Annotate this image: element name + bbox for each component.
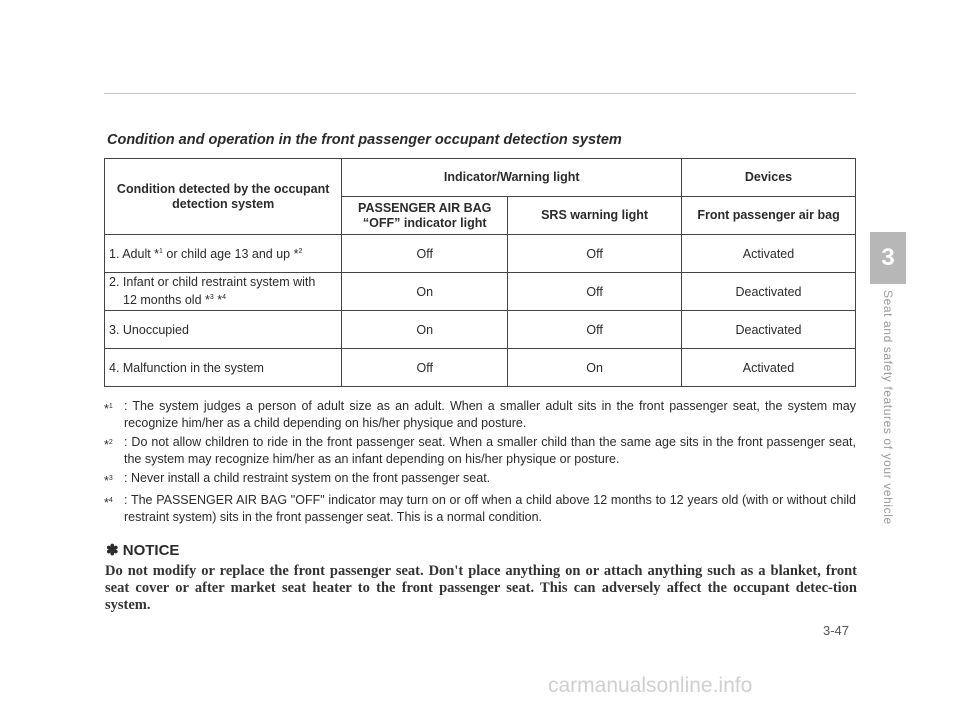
subheader-front-passenger-airbag: Front passenger air bag xyxy=(682,197,856,235)
chapter-tab: 3 xyxy=(870,232,906,284)
airbag-cell: Deactivated xyxy=(682,311,856,349)
page-number: 3-47 xyxy=(823,623,850,638)
airbag-cell: Activated xyxy=(682,235,856,273)
srs-cell: Off xyxy=(508,235,682,273)
subheader-srs-warning: SRS warning light xyxy=(508,197,682,235)
airbag-cell: Deactivated xyxy=(682,273,856,311)
footnotes xyxy=(104,398,856,528)
table-row xyxy=(105,349,856,387)
footnote-2: *$^2$ : Do not allow children to ride in the front passenger seat. When a smaller child than the same age sits in the front passenger seat, the system may recognize him/her as an infant depending on his/her physique or posture. xyxy=(104,435,856,466)
table-row xyxy=(105,311,856,349)
chapter-side-label: Seat and safety features of your vehicle xyxy=(881,290,895,525)
srs-cell: Off xyxy=(508,273,682,311)
table-row xyxy=(105,235,856,273)
footnote-1: *$^1$ : The system judges a person of adult size as an adult. When a smaller adult sits in the front passenger seat, the system may recognize him/her as a child depending on his/her physique and posture. xyxy=(104,399,856,430)
pab-cell: On xyxy=(342,273,508,311)
airbag-cell: Activated xyxy=(682,349,856,387)
header-condition: Condition detected by the occupant detection system xyxy=(105,159,342,235)
pab-cell: On xyxy=(342,311,508,349)
footnote-4: *$^4$ : The PASSENGER AIR BAG "OFF" indicator may turn on or off when a child above 12 months to 12 years old (with or without child restraint system) sits in the front passenger seat. This is a normal condition. xyxy=(104,493,856,525)
srs-cell: On xyxy=(508,349,682,387)
header-devices: Devices xyxy=(682,159,856,197)
condition-cell: 3. Unoccupied xyxy=(105,311,342,349)
occupant-detection-table xyxy=(104,158,856,387)
condition-cell: 4. Malfunction in the system xyxy=(105,349,342,387)
condition-cell: 2. Infant or child restraint system with 12 months old *$^3$ *$^4$ xyxy=(105,273,342,311)
pab-cell: Off xyxy=(342,235,508,273)
watermark: carmanualsonline.info xyxy=(548,674,753,697)
top-rule xyxy=(104,93,856,94)
condition-cell: 1. Adult *$^1$ or child age 13 and up *$^2$ xyxy=(105,235,342,273)
notice-title: ✽ NOTICE xyxy=(106,542,180,559)
pab-cell: Off xyxy=(342,349,508,387)
srs-cell: Off xyxy=(508,311,682,349)
subheader-pab-off-indicator: PASSENGER AIR BAG “OFF” indicator light xyxy=(342,197,508,235)
header-indicator: Indicator/Warning light xyxy=(342,159,682,197)
notice-body: Do not modify or replace the front passenger seat. Don't place anything on or attach anything such as a blanket, front seat cover or after market seat heater to the front passenger seat. This can adversely affect the occupant detec-tion system. xyxy=(105,563,857,613)
footnote-3: *$^3$ : Never install a child restraint system on the front passenger seat. xyxy=(104,471,491,489)
section-title: Condition and operation in the front passenger occupant detection system xyxy=(107,132,622,148)
table-row xyxy=(105,273,856,311)
